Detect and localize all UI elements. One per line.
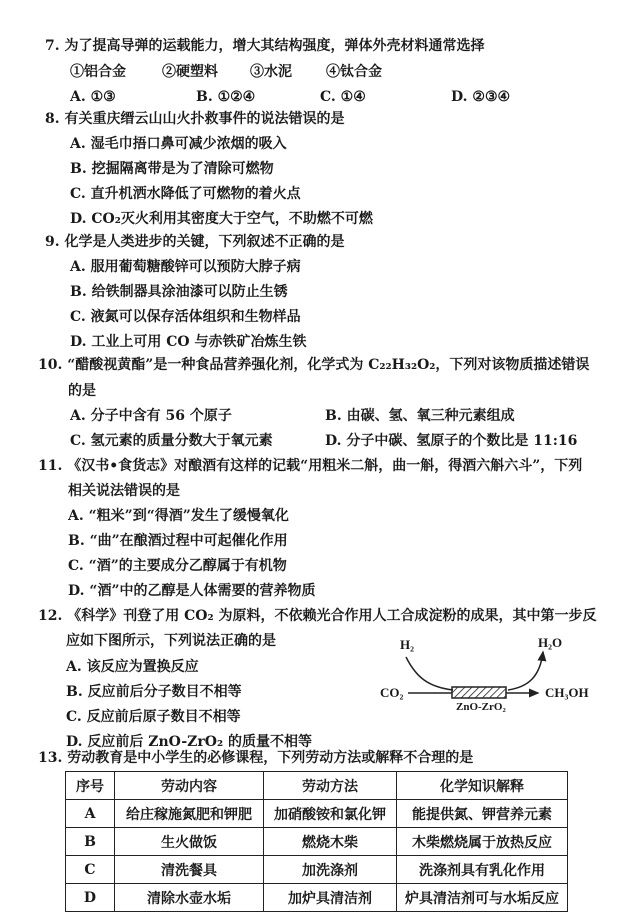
row-a-method: 加硝酸铵和氯化钾	[264, 800, 397, 828]
question-9-stem: 9. 化学是人类进步的关键，下列叙述不正确的是	[45, 234, 345, 250]
q10-option-d: D. 分子中碳、氢原子的个数比是 11:16	[325, 433, 578, 449]
row-d-method: 加炉具清洁剂	[264, 884, 397, 912]
row-b-method: 燃烧木柴	[264, 828, 397, 856]
ch3oh-label: CH₃OH	[545, 685, 589, 700]
q7-material-4: ④钛合金	[326, 64, 382, 80]
q7-option-b: B. ①②④	[196, 89, 256, 105]
question-12-stem-line2: 应如下图所示，下列说法正确的是	[66, 633, 276, 649]
q9-option-c: C. 液氮可以保存活体组织和生物样品	[70, 309, 301, 325]
co2-label: CO₂	[380, 685, 404, 700]
labor-education-table	[65, 771, 568, 912]
q9-option-d: D. 工业上可用 CO 与赤铁矿冶炼生铁	[70, 334, 307, 350]
q12-option-b: B. 反应前后分子数目不相等	[66, 684, 242, 700]
question-11-stem-line1: 11. 《汉书•食货志》对酿酒有这样的记载“用粗米二斛，曲一斛，得酒六斛六斗”，下列	[38, 458, 583, 474]
q7-material-2: ②硬塑料	[162, 64, 218, 80]
row-b-content: 生火做饭	[115, 828, 264, 856]
row-b-index: B	[66, 828, 115, 856]
question-11-stem-line2: 相关说法错误的是	[68, 483, 180, 499]
table-row	[66, 800, 568, 828]
q7-option-c: C. ①④	[320, 89, 366, 105]
question-13-stem: 13. 劳动教育是中小学生的必修课程，下列劳动方法或解释不合理的是	[38, 750, 474, 766]
row-a-content: 给庄稼施氮肥和钾肥	[115, 800, 264, 828]
header-explanation: 化学知识解释	[397, 772, 568, 800]
row-d-index: D	[66, 884, 115, 912]
q8-option-d: D. CO₂灭火利用其密度大于空气，不助燃不可燃	[70, 211, 373, 227]
q7-option-d: D. ②③④	[451, 89, 511, 105]
q12-option-a: A. 该反应为置换反应	[66, 659, 199, 675]
reaction-diagram	[378, 632, 618, 732]
q12-option-d: D. 反应前后 ZnO-ZrO₂ 的质量不相等	[66, 734, 312, 750]
row-b-explanation: 木柴燃烧属于放热反应	[397, 828, 568, 856]
q8-option-a: A. 湿毛巾捂口鼻可减少浓烟的吸入	[70, 136, 287, 152]
q7-option-a: A. ①③	[70, 89, 116, 105]
q12-option-c: C. 反应前后原子数目不相等	[66, 709, 241, 725]
header-index: 序号	[66, 772, 115, 800]
question-10-stem-line1: 10. “醋酸视黄酯”是一种食品营养强化剂，化学式为 C₂₂H₃₂O₂，下列对该物质描述错误	[38, 357, 590, 373]
q10-option-c: C. 氢元素的质量分数大于氧元素	[70, 433, 273, 449]
q11-option-d: D. “酒”中的乙醇是人体需要的营养物质	[68, 583, 316, 599]
row-d-explanation: 炉具清洁剂可与水垢反应	[397, 884, 568, 912]
row-c-method: 加洗涤剂	[264, 856, 397, 884]
row-d-content: 清除水壶水垢	[115, 884, 264, 912]
row-c-content: 清洗餐具	[115, 856, 264, 884]
q11-option-a: A. “粗米”到“得酒”发生了缓慢氧化	[68, 508, 289, 524]
header-method: 劳动方法	[264, 772, 397, 800]
h2-label: H₂	[400, 637, 415, 652]
q9-option-b: B. 给铁制器具涂油漆可以防止生锈	[70, 284, 288, 300]
q11-option-b: B. “曲”在酿酒过程中可起催化作用	[68, 533, 288, 549]
table-row	[66, 884, 568, 912]
q8-option-b: B. 挖掘隔离带是为了清除可燃物	[70, 161, 274, 177]
question-8-stem: 8. 有关重庆缙云山山火扑救事件的说法错误的是	[45, 111, 345, 127]
header-content: 劳动内容	[115, 772, 264, 800]
q7-material-1: ①铝合金	[70, 64, 126, 80]
row-a-index: A	[66, 800, 115, 828]
table-row	[66, 856, 568, 884]
row-c-index: C	[66, 856, 115, 884]
table-header-row	[66, 772, 568, 800]
q7-material-3: ③水泥	[250, 64, 292, 80]
row-c-explanation: 洗涤剂具有乳化作用	[397, 856, 568, 884]
q9-option-a: A. 服用葡萄糖酸锌可以预防大脖子病	[70, 259, 301, 275]
q10-option-b: B. 由碳、氢、氧三种元素组成	[325, 408, 515, 424]
table-row	[66, 828, 568, 856]
h2o-label: H₂O	[538, 635, 563, 650]
q11-option-c: C. “酒”的主要成分乙醇属于有机物	[68, 558, 287, 574]
question-7-stem: 7. 为了提高导弹的运载能力，增大其结构强度，弹体外壳材料通常选择	[45, 38, 485, 54]
q8-option-c: C. 直升机洒水降低了可燃物的着火点	[70, 186, 301, 202]
catalyst-label: ZnO-ZrO₂	[456, 701, 506, 713]
question-10-stem-line2: 的是	[68, 383, 96, 399]
question-12-stem-line1: 12. 《科学》刊登了用 CO₂ 为原料，不依赖光合作用人工合成淀粉的成果，其中第一步反	[38, 608, 597, 624]
q10-option-a: A. 分子中含有 56 个原子	[70, 408, 232, 424]
row-a-explanation: 能提供氮、钾营养元素	[397, 800, 568, 828]
